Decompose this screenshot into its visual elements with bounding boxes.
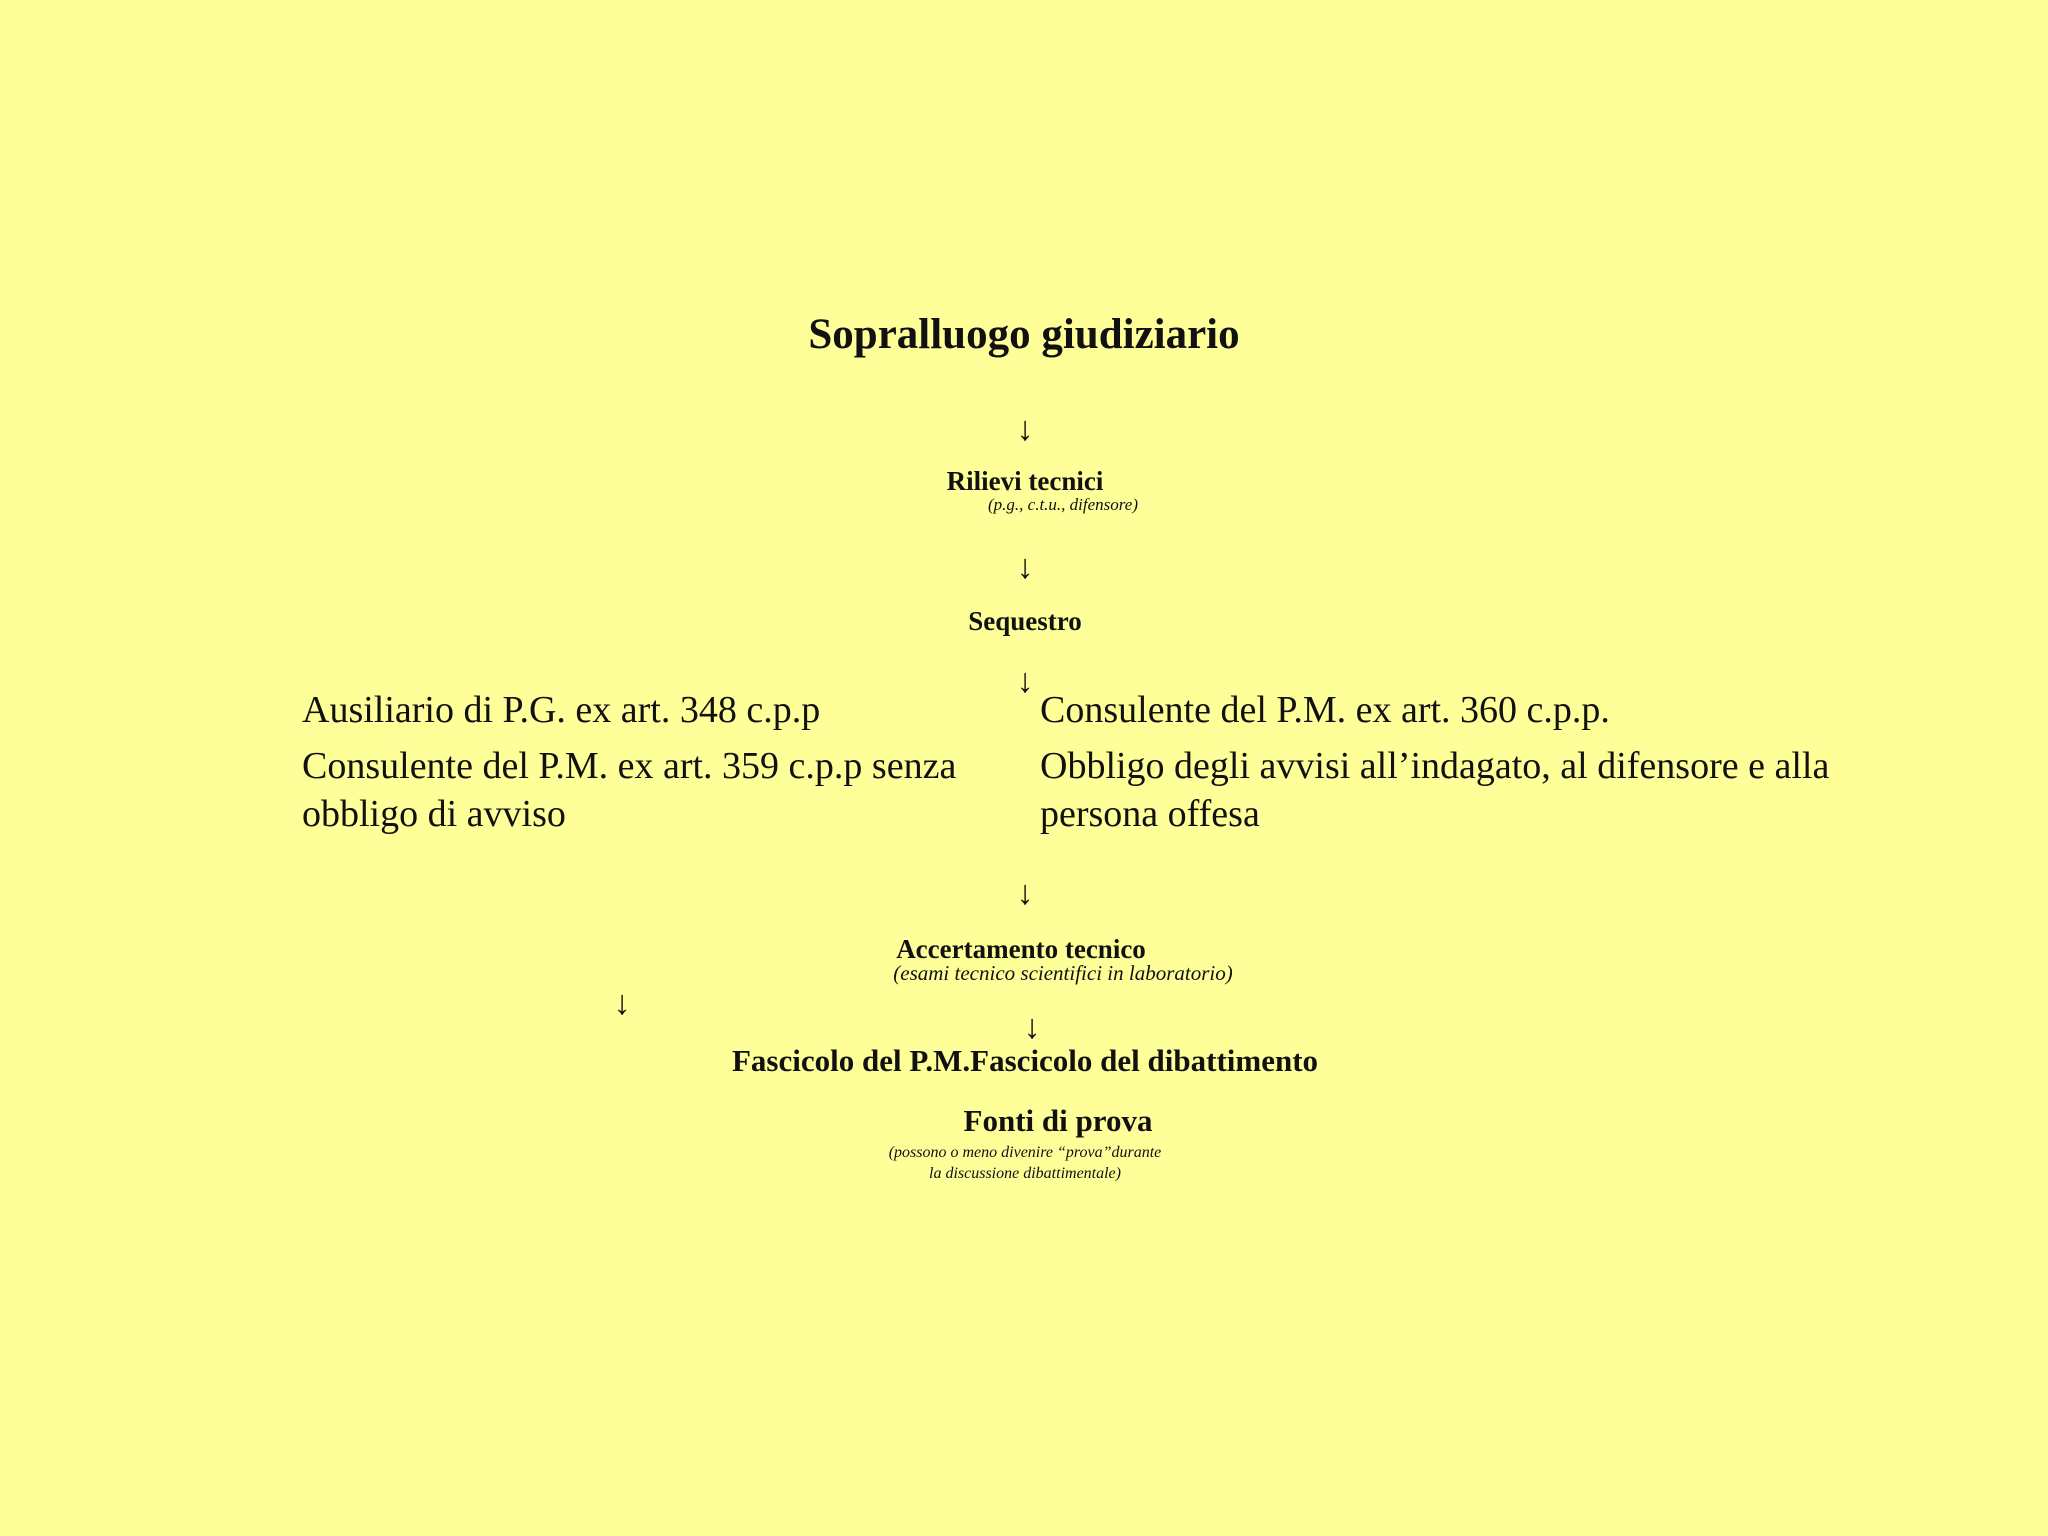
node-rilievi-note: (p.g., c.t.u., difensore): [988, 495, 1138, 514]
node-accertamento-tecnico: Accertamento tecnico: [896, 934, 1146, 964]
fonti-note-line-2: la discussione dibattimentale): [929, 1165, 1121, 1182]
fascicoli-row: [732, 1043, 1318, 1079]
node-fascicolo-pm: Fascicolo del P.M.: [731, 1043, 971, 1078]
node-accertamento-note: (esami tecnico scientifici in laboratorio): [893, 961, 1233, 985]
node-fonti-note: [889, 1142, 1162, 1184]
left-column-line-2: Consulente del P.M. ex art. 359 c.p.p senza obbligo di avviso: [302, 745, 957, 835]
arrow-down-icon: ↓: [1016, 875, 1034, 912]
right-column-line-1: Consulente del P.M. ex art. 360 c.p.p.: [1040, 689, 1610, 731]
arrow-down-icon: ↓: [1016, 411, 1034, 448]
node-rilievi-tecnici: Rilievi tecnici: [946, 466, 1104, 496]
diagram-title: Sopralluogo giudiziario: [808, 311, 1240, 358]
node-sequestro: Sequestro: [968, 606, 1082, 636]
arrow-down-icon: ↓: [1016, 549, 1034, 586]
arrow-down-icon: ↓: [613, 985, 631, 1022]
node-fonti-di-prova: Fonti di prova: [963, 1103, 1153, 1138]
arrow-down-icon: ↓: [1016, 663, 1034, 700]
node-fascicolo-dibattimento: Fascicolo del dibattimento: [970, 1043, 1319, 1078]
fonti-note-line-1: (possono o meno divenire “prova”durante: [888, 1144, 1162, 1161]
left-column-line-1: Ausiliario di P.G. ex art. 348 c.p.p: [302, 689, 821, 731]
arrow-down-icon: ↓: [1023, 1009, 1041, 1046]
right-column-line-2: Obbligo degli avvisi all’indagato, al difensore e alla persona offesa: [1040, 745, 1830, 835]
